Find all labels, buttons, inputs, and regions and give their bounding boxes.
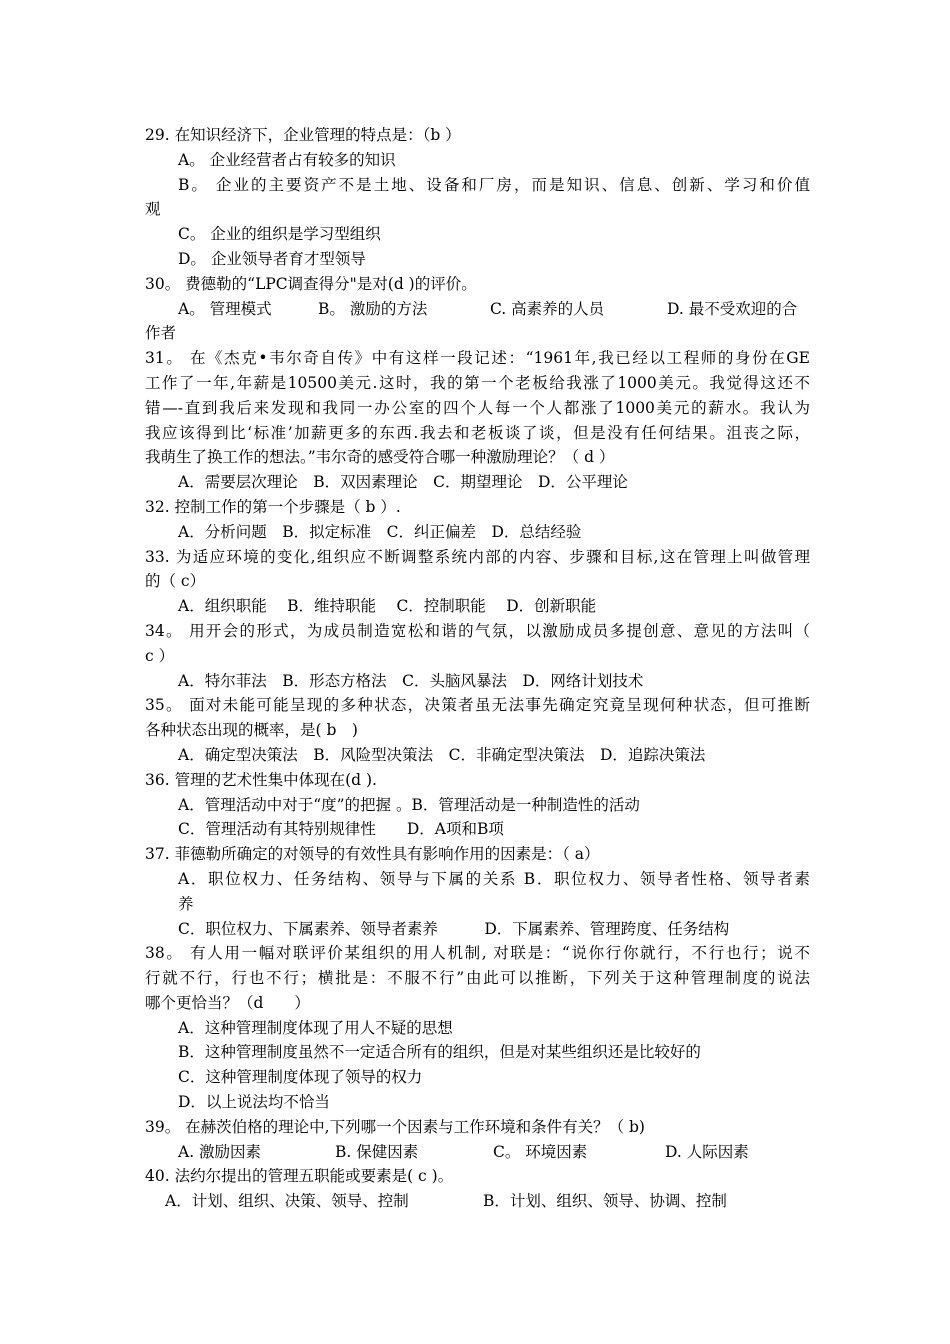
question-29-option-d: D。 企业领导者育才型领导 (178, 249, 366, 268)
question-38-stem-2: 行就不行，行也不行；横批是：不服不行”由此可以推断，下列关于这种管理制度的说法 (145, 969, 810, 988)
question-39-option-c: C。 环境因素 (493, 1142, 588, 1161)
question-list (145, 123, 810, 1214)
question-33-stem-1: 33. 为适应环境的变化,组织应不断调整系统内部的内容、步骤和目标,这在管理上叫做管理 (145, 547, 810, 566)
question-38-option-d: D．以上说法均不恰当 (178, 1093, 330, 1112)
question-32-options: A．分析问题 B．拟定标准 C．纠正偏差 D．总结经验 (178, 522, 582, 541)
question-35-stem-2: 各种状态出现的概率，是( b ) (145, 721, 358, 740)
question-31-stem-1: 31。 在《杰克•韦尔奇自传》中有这样一段记述：“1961年,我已经以工程师的身份在GE (145, 349, 810, 368)
question-33-stem-2: 的（ c） (145, 572, 206, 591)
question-37-stem: 37. 菲德勒所确定的对领导的有效性具有影响作用的因素是：（ a） (145, 845, 600, 864)
question-39-option-a: A. 激励因素 (178, 1142, 262, 1161)
question-29-option-b-cont: 观 (145, 200, 161, 219)
question-39-option-b: B. 保健因素 (335, 1142, 419, 1161)
question-34-options: A．特尔菲法 B．形态方格法 C．头脑风暴法 D．网络计划技术 (178, 671, 644, 690)
question-31-stem-4: 我应该得到比‘标准’加薪更多的东西.我去和老板谈了谈，但是没有任何结果。沮丧之际， (145, 423, 810, 442)
question-38-stem-1: 38。 有人用一幅对联评价某组织的用人机制, 对联是：“说你行你就行，不行也行；说不 (145, 944, 810, 963)
question-29-stem: 29. 在知识经济下，企业管理的特点是：（b ） (145, 126, 461, 144)
question-29-option-b: B。 企业的主要资产不是土地、设备和厂房，而是知识、信息、创新、学习和价值 (178, 175, 810, 194)
question-30-stem: 30。 费德勒的“LPC调查得分"是对(d )的评价。 (145, 274, 477, 293)
question-37-options-1-cont: 养 (178, 894, 194, 913)
question-30-option-d: D. 最不受欢迎的合 (667, 299, 798, 318)
question-31-stem-3: 错—-直到我后来发现和我同一办公室的四个人每一个人都涨了1000美元的薪水。我认为 (145, 398, 810, 417)
question-37-options-1: A．职位权力、任务结构、领导与下属的关系 B．职位权力、领导者性格、领导者素 (178, 869, 810, 888)
question-31-options: A．需要层次理论 B．双因素理论 C．期望理论 D．公平理论 (178, 473, 628, 492)
question-38-option-a: A．这种管理制度体现了用人不疑的思想 (178, 1018, 453, 1037)
question-35-options: A．确定型决策法 B．风险型决策法 C．非确定型决策法 D．追踪决策法 (178, 745, 706, 764)
question-31-stem-2: 工作了一年,年薪是10500美元.这时，我的第一个老板给我涨了1000美元。我觉得这还不 (145, 373, 810, 392)
question-30-option-c: C. 高素养的人员 (490, 299, 605, 318)
question-38-option-b: B．这种管理制度虽然不一定适合所有的组织，但是对某些组织还是比较好的 (178, 1043, 701, 1062)
question-34-stem-2: c ） (145, 646, 175, 665)
question-35-stem-1: 35。 面对未能可能呈现的多种状态，决策者虽无法事先确定究竟呈现何种状态，但可推断 (145, 696, 810, 715)
question-38-option-c: C．这种管理制度体现了领导的权力 (178, 1068, 423, 1087)
question-30-option-b: B。 激励的方法 (318, 299, 428, 318)
question-29-option-a: A。 企业经营者占有较多的知识 (178, 150, 396, 169)
question-40-option-a: A．计划、组织、决策、领导、控制 (165, 1192, 409, 1211)
question-40-options (145, 1189, 810, 1214)
question-36-options-2: C．管理活动有其特别规律性 D．A项和B项 (178, 820, 504, 839)
question-30-option-a: A。 管理模式 (178, 299, 272, 318)
question-39-options (145, 1140, 810, 1165)
question-32-stem: 32. 控制工作的第一个步骤是（ b ）. (145, 497, 401, 516)
question-38-stem-3: 哪个更恰当？（d ） (145, 993, 310, 1012)
question-30-options (145, 297, 810, 322)
question-30-option-d-cont: 作者 (145, 324, 177, 343)
question-39-stem: 39。 在赫茨伯格的理论中,下列哪一个因素与工作环境和条件有关？（ b) (145, 1117, 645, 1136)
question-40-option-b: B．计划、组织、领导、协调、控制 (483, 1192, 727, 1211)
question-36-stem: 36. 管理的艺术性集中体现在(d ). (145, 770, 377, 789)
question-39-option-d: D. 人际因素 (665, 1142, 749, 1161)
question-31-stem-5: 我萌生了换工作的想法。”韦尔奇的感受符合哪一种激励理论？（ d ） (145, 448, 615, 467)
question-33-options: A．组织职能 B．维持职能 C．控制职能 D．创新职能 (178, 597, 597, 616)
question-34-stem-1: 34。 用开会的形式，为成员制造宽松和谐的气氛，以激励成员多提创意、意见的方法叫（ (145, 621, 810, 640)
question-29-option-c: C。 企业的组织是学习型组织 (178, 225, 381, 244)
question-37-options-2: C．职位权力、下属素养、领导者素养 D．下属素养、管理跨度、任务结构 (178, 919, 730, 938)
question-36-options-1: A．管理活动中对于“度”的把握 。B．管理活动是一种制造性的活动 (178, 795, 640, 814)
question-40-stem: 40. 法约尔提出的管理五职能或要素是( c )。 (145, 1167, 454, 1186)
